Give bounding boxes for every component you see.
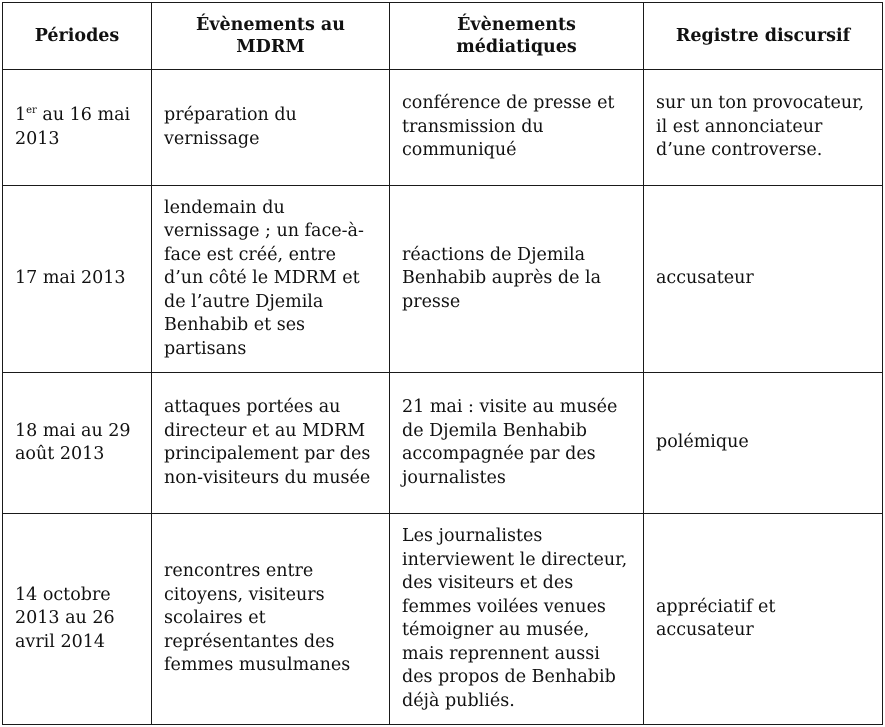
mdrm-event-cell: attaques portées au directeur et au MDRM principalement par des non-visiteurs du musée (152, 373, 390, 514)
mdrm-event-cell: préparation du vernissage (152, 70, 390, 186)
header-mdrm-events: Évènements au MDRM (152, 3, 390, 70)
period-cell (3, 70, 152, 186)
table-row (3, 70, 883, 186)
media-event-cell: conférence de presse et transmission du communiqué (390, 70, 644, 186)
media-event-cell: réactions de Djemila Benhabib auprès de la presse (390, 186, 644, 373)
period-cell: 14 octobre 2013 au 26 avril 2014 (3, 514, 152, 725)
period-cell: 18 mai au 29 août 2013 (3, 373, 152, 514)
header-media-events: Évènements médiatiques (390, 3, 644, 70)
register-cell: polémique (644, 373, 883, 514)
header-periods: Périodes (3, 3, 152, 70)
mdrm-event-cell: lendemain du vernissage ; un face-à-face est créé, entre d’un côté le MDRM et de l’autre Djemila Benhabib et ses partisans (152, 186, 390, 373)
period-cell: 17 mai 2013 (3, 186, 152, 373)
period-prefix: 1 (15, 105, 27, 125)
table-row (3, 373, 883, 514)
events-table (2, 2, 883, 725)
mdrm-event-cell: rencontres entre citoyens, visiteurs scolaires et représentantes des femmes musulmanes (152, 514, 390, 725)
media-event-cell: Les journalistes interviewent le directeur, des visiteurs et des femmes voilées venues témoigner au musée, mais reprennent aussi des propos de Benhabib déjà publiés. (390, 514, 644, 725)
table-row (3, 186, 883, 373)
header-discursive-register: Registre discursif (644, 3, 883, 70)
register-cell: accusateur (644, 186, 883, 373)
register-cell: sur un ton provocateur, il est annonciateur d’une controverse. (644, 70, 883, 186)
media-event-cell: 21 mai : visite au musée de Djemila Benhabib accompagnée par des journalistes (390, 373, 644, 514)
register-cell: appréciatif et accusateur (644, 514, 883, 725)
period-rest: au 16 mai 2013 (15, 105, 131, 149)
header-row (3, 3, 883, 70)
table-row (3, 514, 883, 725)
period-superscript: er (26, 105, 37, 116)
